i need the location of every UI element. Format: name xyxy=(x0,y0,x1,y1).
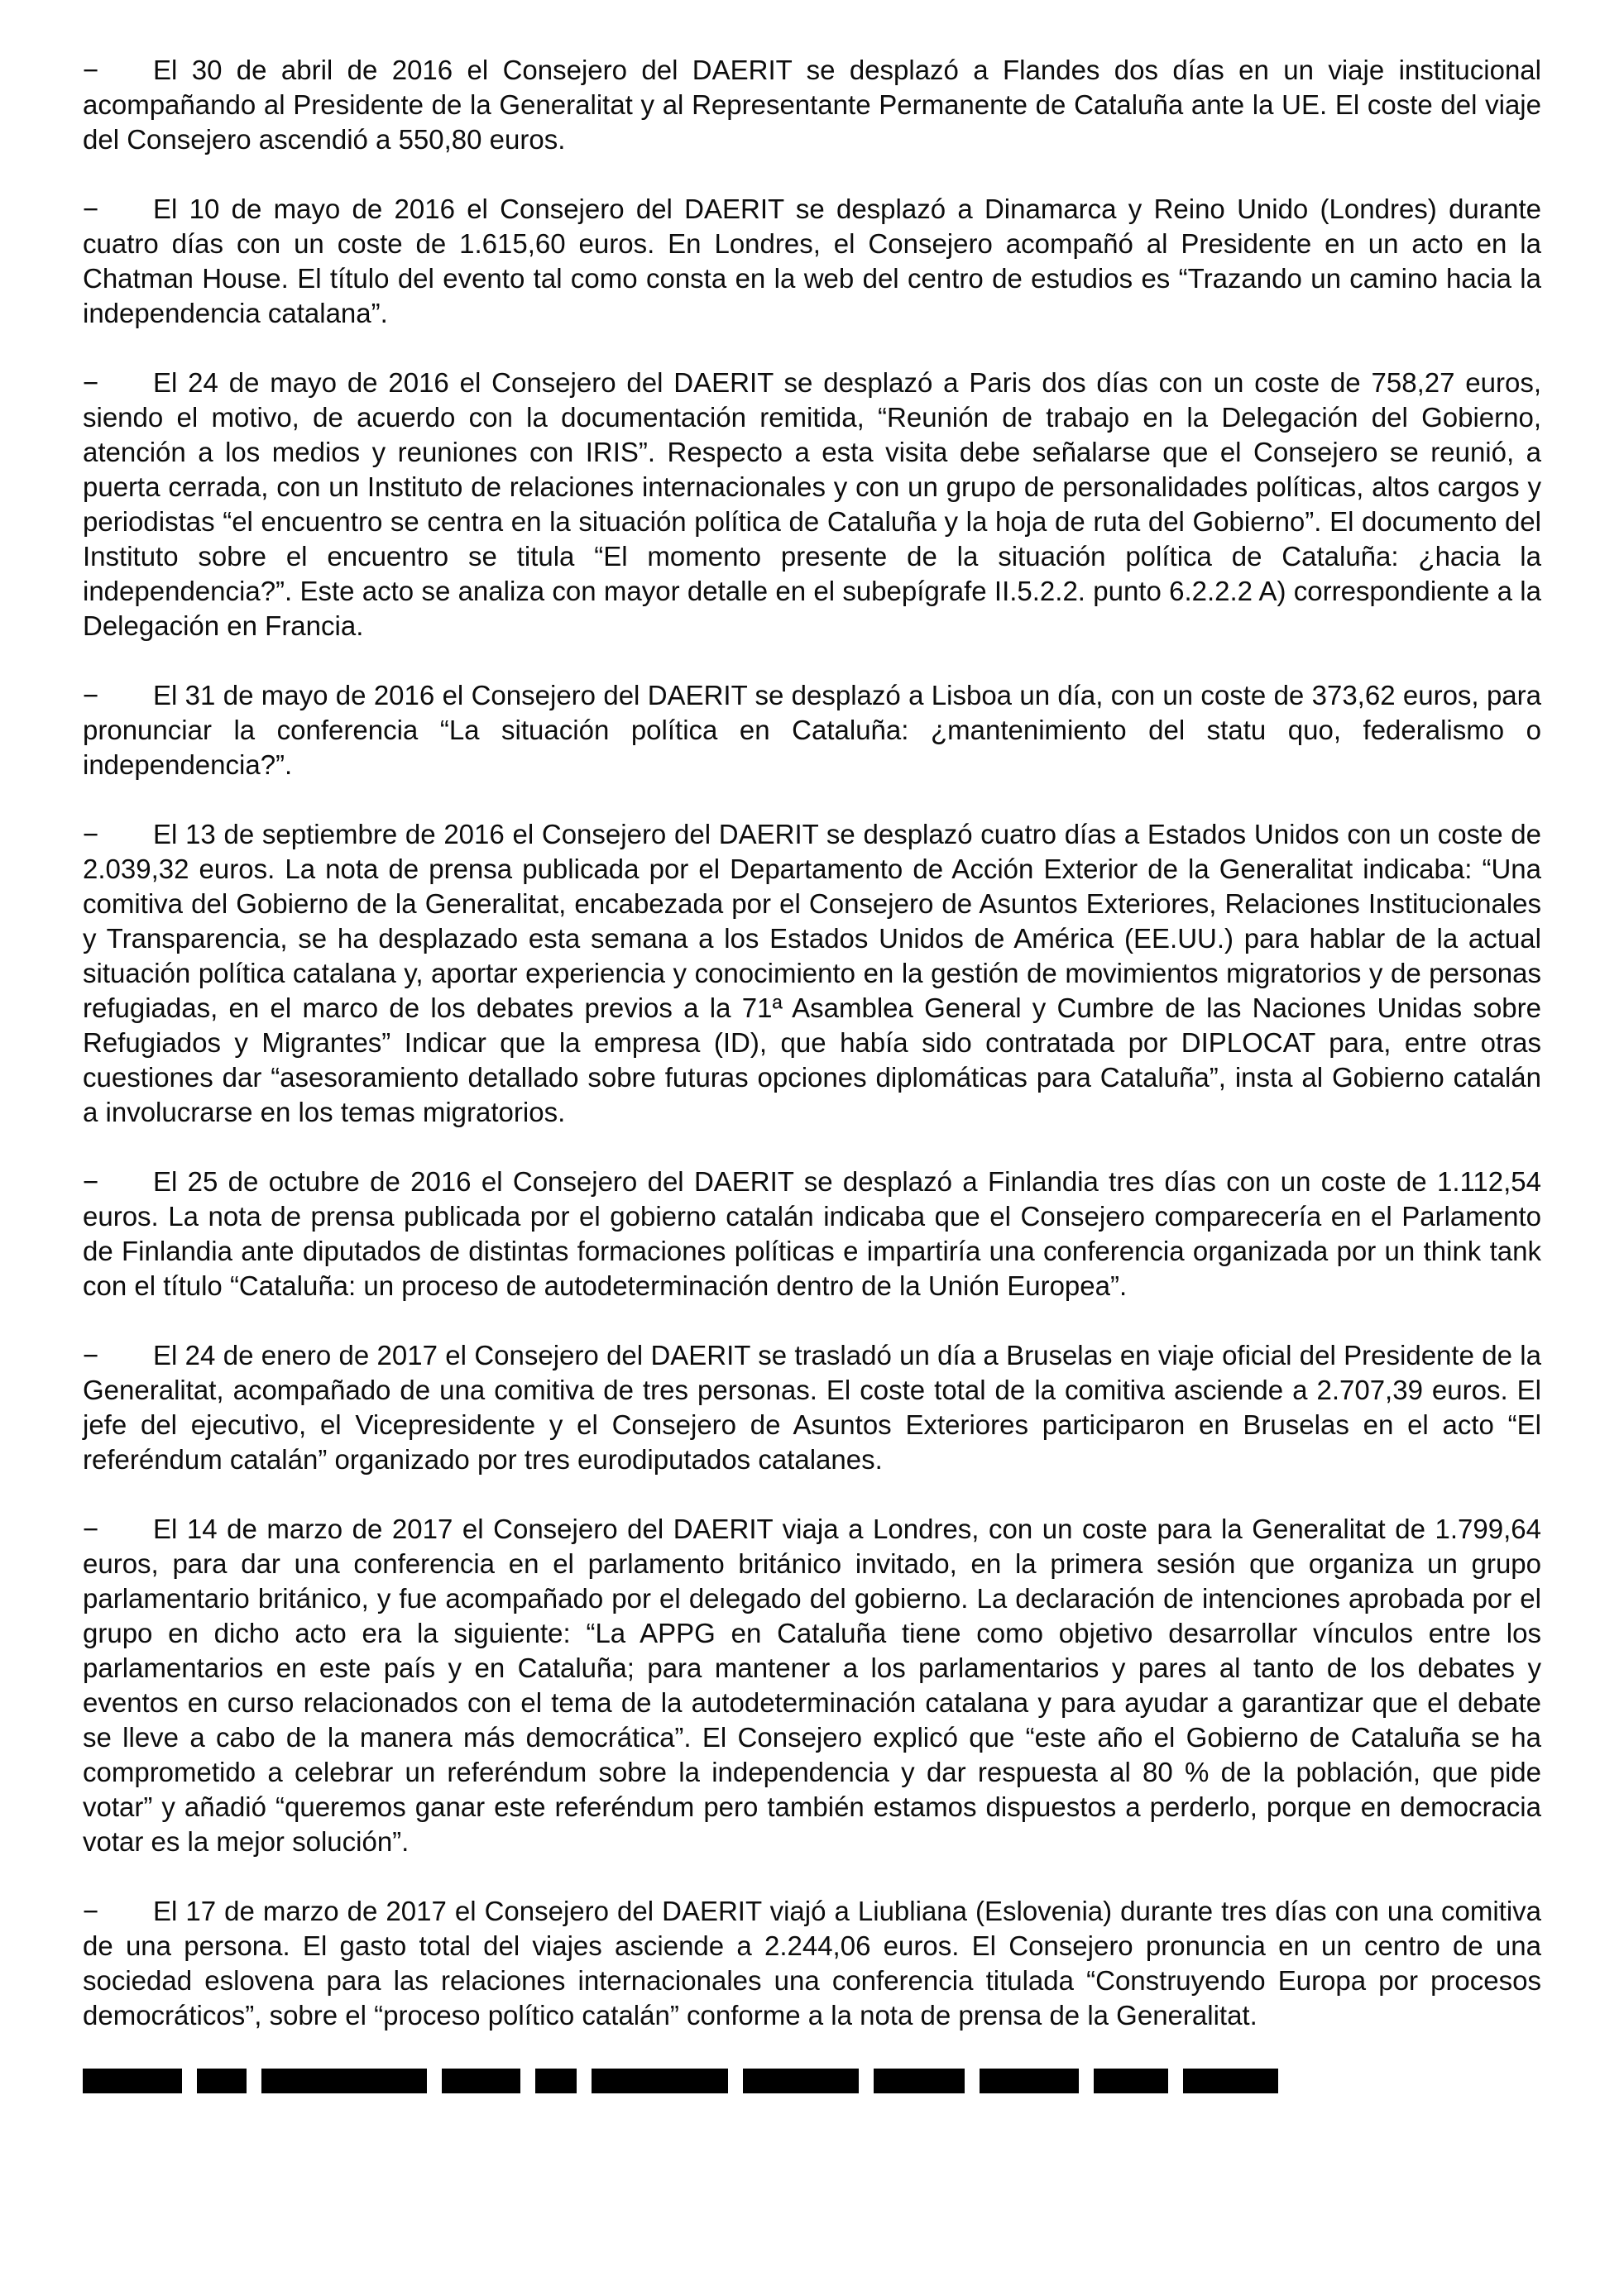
paragraph xyxy=(83,53,1541,157)
paragraph-text: El 30 de abril de 2016 el Consejero del DAERIT se desplazó a Flandes dos días en un viaje institucional acompañando al Presidente de la Generalitat y al Representante Permanente de Cataluña ante la UE. El coste del viaje del Consejero ascendió a 550,80 euros. xyxy=(83,55,1541,155)
paragraph-text: El 14 de marzo de 2017 el Consejero del DAERIT viaja a Londres, con un coste para la Generalitat de 1.799,64 euros, para dar una conferencia en el parlamento británico invitado, en la primera sesión que organiza un grupo parlamentario británico, y fue acompañado por el delegado del gobierno. La declaración de intenciones aprobada por el grupo en dicho acto era la siguiente: “La APPG en Cataluña tiene como objetivo desarrollar vínculos entre los parlamentarios en este país y en Cataluña; para mantener a los parlamentarios y pares al tanto de los debates y eventos en curso relacionados con el tema de la autodeterminación catalana y para ayudar a garantizar que el debate se lleve a cabo de la manera más democrática”. El Consejero explicó que “este año el Gobierno de Cataluña se ha comprometido a celebrar un referéndum sobre la independencia y dar respuesta al 80 % de la población, que pide votar” y añadió “queremos ganar este referéndum pero también estamos dispuestos a perderlo, porque en democracia votar es la mejor solución”. xyxy=(83,1514,1541,1857)
paragraph-text: El 10 de mayo de 2016 el Consejero del DAERIT se desplazó a Dinamarca y Reino Unido (Londres) durante cuatro días con un coste de 1.615,60 euros. En Londres, el Consejero acompañó al Presidente en un acto en la Chatman House. El título del evento tal como consta en la web del centro de estudios es “Trazando un camino hacia la independencia catalana”. xyxy=(83,194,1541,328)
redaction-bar xyxy=(442,2069,520,2093)
redaction-bar xyxy=(197,2069,247,2093)
dash-bullet: − xyxy=(83,680,99,710)
paragraph-text: El 24 de enero de 2017 el Consejero del DAERIT se trasladó un día a Bruselas en viaje oficial del Presidente de la Generalitat, acompañado de una comitiva de tres personas. El coste total de la comitiva asciende a 2.707,39 euros. El jefe del ejecutivo, el Vicepresidente y el Consejero de Asuntos Exteriores participaron en Bruselas en el acto “El referéndum catalán” organizado por tres eurodiputados catalanes. xyxy=(83,1340,1541,1475)
redaction-bar xyxy=(874,2069,965,2093)
paragraph-text: El 31 de mayo de 2016 el Consejero del DAERIT se desplazó a Lisboa un día, con un coste de 373,62 euros, para pronunciar la conferencia “La situación política en Cataluña: ¿mantenimiento del statu quo, federalismo o independencia?”. xyxy=(83,680,1541,780)
dash-bullet: − xyxy=(83,1896,99,1926)
paragraph xyxy=(83,1338,1541,1477)
paragraph xyxy=(83,1894,1541,2033)
paragraph xyxy=(83,678,1541,782)
redaction-bar xyxy=(743,2069,859,2093)
paragraph xyxy=(83,192,1541,331)
redaction-bar xyxy=(83,2069,182,2093)
paragraph-text: El 13 de septiembre de 2016 el Consejero del DAERIT se desplazó cuatro días a Estados Unidos con un coste de 2.039,32 euros. La nota de prensa publicada por el Departamento de Acción Exterior de la Generalitat indicaba: “Una comitiva del Gobierno de la Generalitat, encabezada por el Consejero de Asuntos Exteriores, Relaciones Institucionales y Transparencia, se ha desplazado esta semana a los Estados Unidos de América (EE.UU.) para hablar de la actual situación política catalana y, aportar experiencia y conocimiento en la gestión de movimientos migratorios y de personas refugiadas, en el marco de los debates previos a la 71ª Asamblea General y Cumbre de las Naciones Unidas sobre Refugiados y Migrantes” Indicar que la empresa (ID), que había sido contratada por DIPLOCAT para, entre otras cuestiones dar “asesoramiento detallado sobre futuras opciones diplomáticas para Cataluña”, insta al Gobierno catalán a involucrarse en los temas migratorios. xyxy=(83,819,1541,1127)
paragraph xyxy=(83,366,1541,643)
dash-bullet: − xyxy=(83,1514,99,1544)
dash-bullet: − xyxy=(83,1166,99,1197)
paragraph-text: El 25 de octubre de 2016 el Consejero del DAERIT se desplazó a Finlandia tres días con un coste de 1.112,54 euros. La nota de prensa publicada por el gobierno catalán indicaba que el Consejero comparecería en el Parlamento de Finlandia ante diputados de distintas formaciones políticas e impartiría una conferencia organizada por un think tank con el título “Cataluña: un proceso de autodeterminación dentro de la Unión Europea”. xyxy=(83,1166,1541,1301)
redaction-bar xyxy=(1183,2069,1278,2093)
paragraph-text: El 17 de marzo de 2017 el Consejero del DAERIT viajó a Liubliana (Eslovenia) durante tres días con una comitiva de una persona. El gasto total del viajes asciende a 2.244,06 euros. El Consejero pronuncia en un centro de una sociedad eslovena para las relaciones internacionales una conferencia titulada “Construyendo Europa por procesos democráticos”, sobre el “proceso político catalán” conforme a la nota de prensa de la Generalitat. xyxy=(83,1896,1541,2031)
dash-bullet: − xyxy=(83,819,99,849)
dash-bullet: − xyxy=(83,1340,99,1370)
redaction-row xyxy=(83,2068,1541,2094)
dash-bullet: − xyxy=(83,55,99,85)
dash-bullet: − xyxy=(83,194,99,224)
paragraph-text: El 24 de mayo de 2016 el Consejero del DAERIT se desplazó a Paris dos días con un coste de 758,27 euros, siendo el motivo, de acuerdo con la documentación remitida, “Reunión de trabajo en la Delegación del Gobierno, atención a los medios y reuniones con IRIS”. Respecto a esta visita debe señalarse que el Consejero se reunió, a puerta cerrada, con un Instituto de relaciones internacionales y con un grupo de personalidades políticas, altos cargos y periodistas “el encuentro se centra en la situación política de Cataluña y la hoja de ruta del Gobierno”. El documento del Instituto sobre el encuentro se titula “El momento presente de la situación política de Cataluña: ¿hacia la independencia?”. Este acto se analiza con mayor detalle en el subepígrafe II.5.2.2. punto 6.2.2.2 A) correspondiente a la Delegación en Francia. xyxy=(83,367,1541,641)
redaction-bar xyxy=(592,2069,728,2093)
redaction-bar xyxy=(1094,2069,1168,2093)
redaction-bar xyxy=(535,2069,577,2093)
redaction-bar xyxy=(261,2069,427,2093)
redaction-bar xyxy=(980,2069,1079,2093)
paragraph xyxy=(83,817,1541,1130)
dash-bullet: − xyxy=(83,367,99,398)
paragraph xyxy=(83,1512,1541,1859)
paragraph xyxy=(83,1165,1541,1303)
